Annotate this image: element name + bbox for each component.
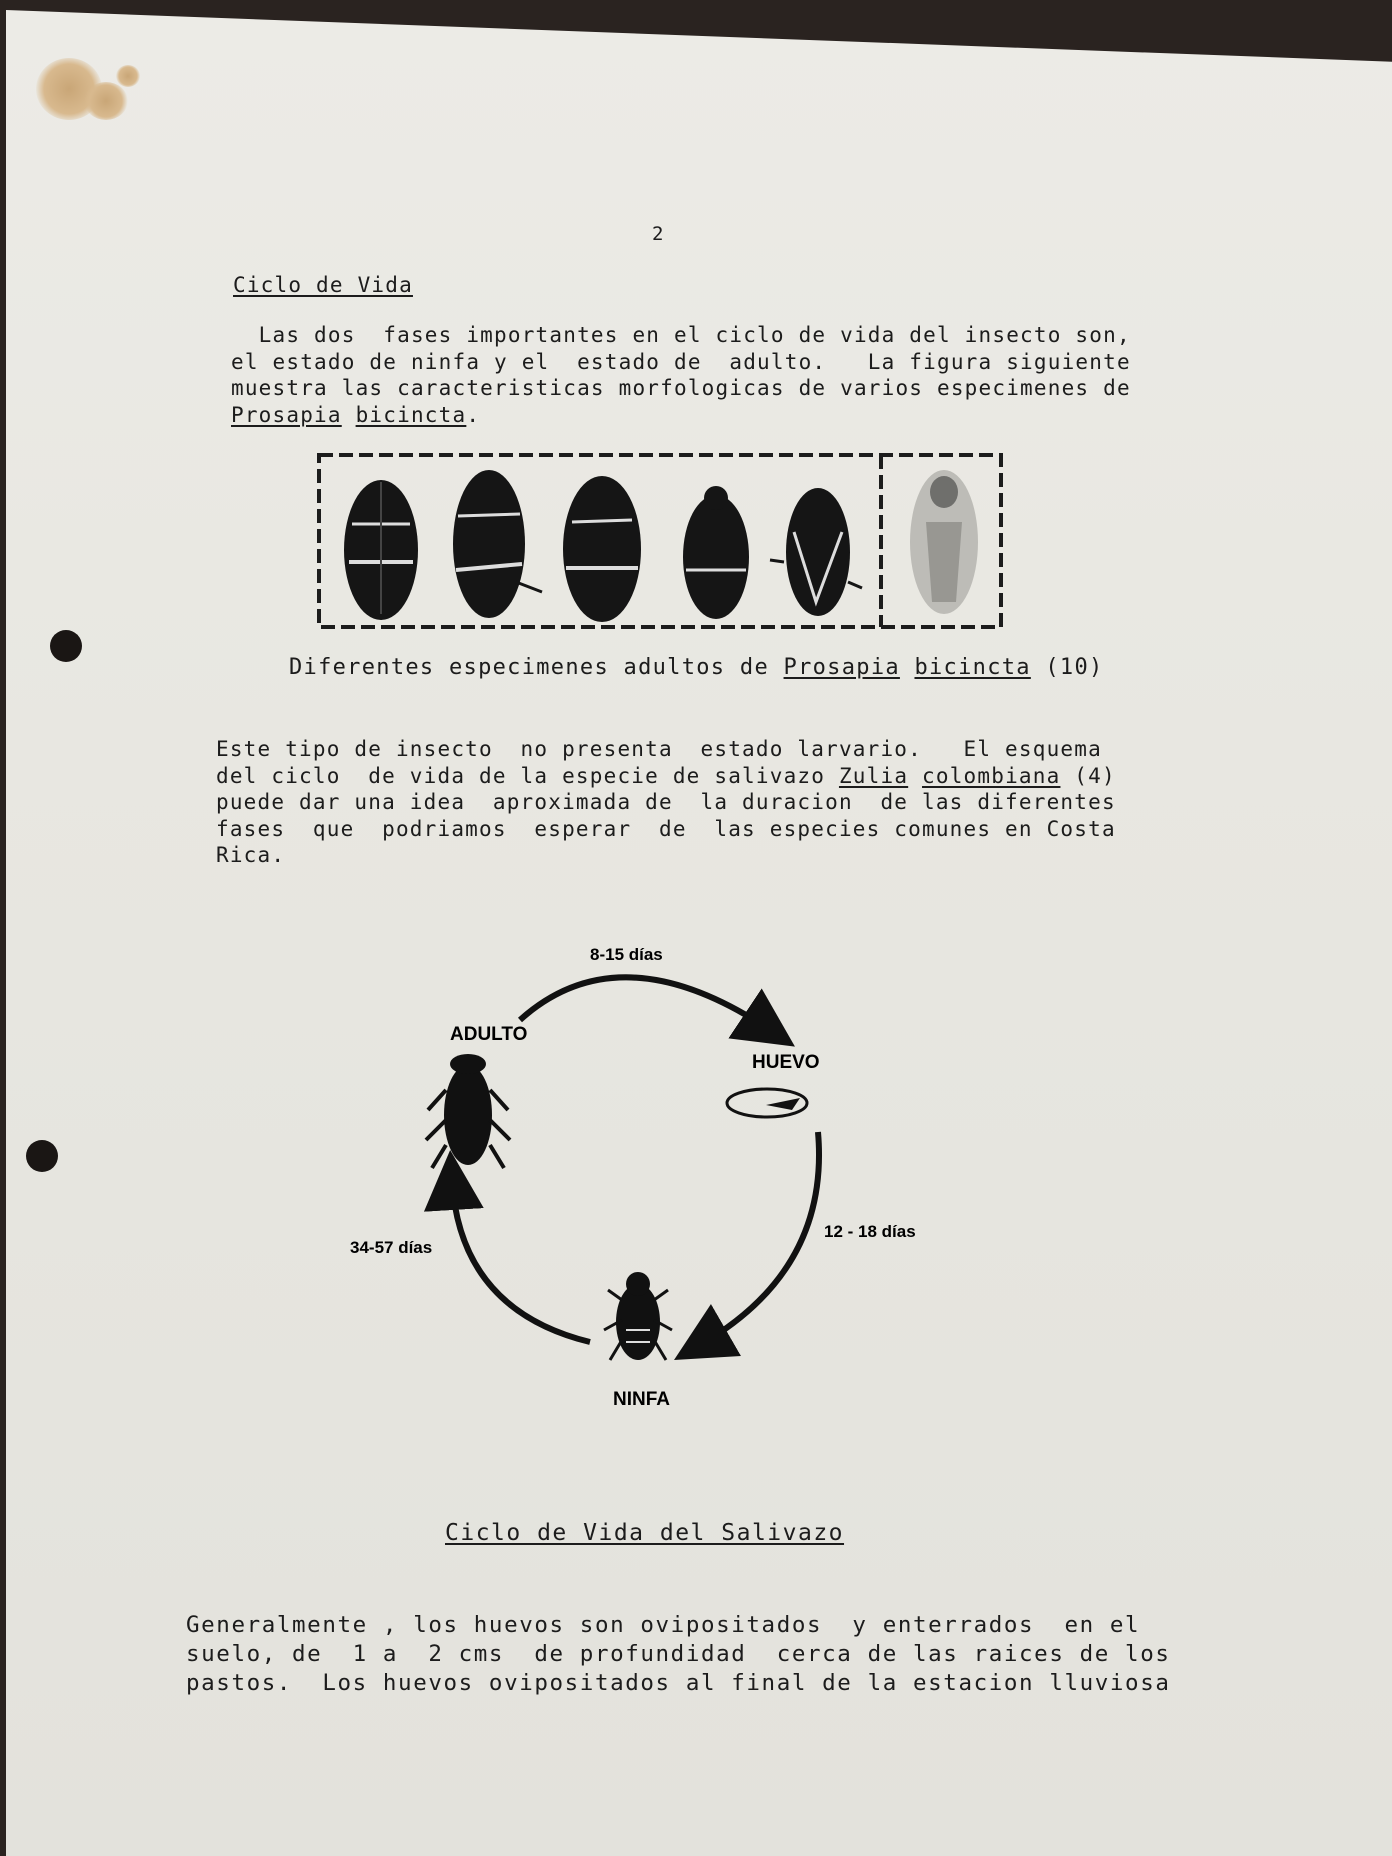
text-line: pastos. Los huevos ovipositados al final de la estacion lluviosa [186, 1670, 1171, 1696]
species-genus: Prosapia [783, 655, 900, 680]
text-line: Generalmente , los huevos son ovipositados y enterrados en el [186, 1612, 1141, 1638]
text-fragment: (4) [1060, 763, 1116, 788]
paragraph-eggs [186, 1611, 1171, 1698]
text-line: fases que podriamos esperar de las especies comunes en Costa [216, 816, 1116, 841]
stain-mark [84, 82, 128, 120]
beetle-specimen-1 [344, 480, 418, 620]
beetle-specimen-2 [453, 470, 542, 618]
figure-frame [319, 455, 1001, 627]
species-epithet: bicincta [355, 402, 467, 427]
egg-icon [727, 1089, 807, 1117]
duration-huevo-ninfa: 12 - 18 días [824, 1222, 916, 1241]
page-number: 2 [652, 223, 665, 245]
label-huevo: HUEVO [752, 1052, 820, 1073]
specimens-figure [316, 452, 1004, 630]
life-cycle-diagram [330, 940, 960, 1420]
duration-adulto-huevo: 8-15 días [590, 945, 663, 964]
section-heading: Ciclo de Vida [233, 273, 413, 297]
paragraph-cycle [216, 736, 1116, 869]
caption-text: Diferentes especimenes adultos de [289, 655, 784, 680]
arrow-huevo-ninfa [700, 1132, 819, 1345]
text-line: puede dar una idea aproximada de la duracion de las diferentes [216, 790, 1116, 814]
arrow-ninfa-adulto [452, 1180, 590, 1342]
paper-page [6, 10, 1392, 1856]
beetle-specimen-4 [683, 486, 749, 619]
punctuation: . [466, 402, 481, 427]
text-line: muestra las caracteristicas morfologicas de varios especimenes de [231, 376, 1131, 400]
species-epithet: bicincta [914, 655, 1031, 680]
label-adulto: ADULTO [450, 1024, 528, 1045]
beetle-specimen-3 [563, 476, 641, 622]
figure2-caption: Ciclo de Vida del Salivazo [445, 1520, 845, 1546]
species-genus: Prosapia [231, 402, 342, 427]
binder-hole [50, 630, 82, 662]
text-fragment: del ciclo de vida de la especie de salivazo [216, 763, 839, 788]
duration-ninfa-adulto: 34-57 días [350, 1238, 433, 1257]
text-line [216, 763, 1116, 790]
text-line: Las dos fases importantes en el ciclo de vida del insecto son, [231, 323, 1131, 347]
specimen-6-pale [910, 470, 978, 614]
label-ninfa: NINFA [613, 1389, 670, 1410]
text-line: el estado de ninfa y el estado de adulto. La figura siguiente [231, 349, 1131, 374]
nymph-icon [604, 1272, 672, 1360]
text-line: suelo, de 1 a 2 cms de profundidad cerca de las raices de los [186, 1641, 1171, 1667]
text-line [231, 402, 1131, 429]
beetle-specimen-5 [770, 488, 862, 616]
caption-reference: (10) [1030, 655, 1104, 680]
stain-mark [116, 65, 140, 87]
paragraph-intro [231, 322, 1131, 428]
arrow-adulto-huevo [520, 977, 770, 1030]
species-genus: Zulia [838, 763, 909, 788]
figure1-caption [289, 655, 1104, 682]
binder-hole [26, 1140, 58, 1172]
text-line: Rica. [216, 843, 286, 867]
adult-insect-icon [426, 1054, 510, 1168]
text-line: Este tipo de insecto no presenta estado larvario. El esquema [216, 737, 1102, 761]
species-epithet: colombiana [922, 763, 1061, 788]
